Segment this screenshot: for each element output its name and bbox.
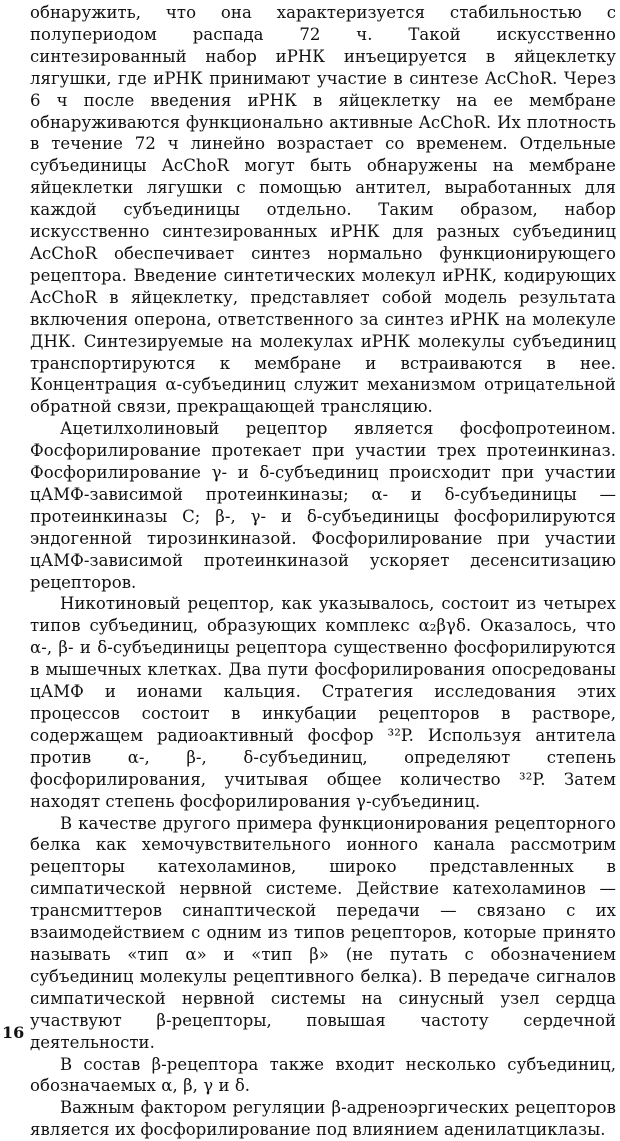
paragraph-1: обнаружить, что она характеризуется стабильностью с полупериодом распада 72 ч. Такой искусственно синтезированный набор иРНК инъецируется в яйцеклетку лягушки, где иРНК принимают участие в синтезе AcChoR. Через 6 ч после введения иРНК в яйцеклетку на ее мембране обнаруживаются функционально активные AcChoR. Их плотность в течение 72 ч линейно возрастает со временем. Отдельные субъединицы AcChoR могут быть обнаружены на мембране яйцеклетки лягушки с помощью антител, выработанных для каждой субъединицы отдельно. Таким образом, набор искусственно синтезированных иРНК для разных субъединиц AcChoR обеспечивает синтез нормально функционирующего рецептора. Введение синтетических молекул иРНК, кодирующих AcChoR в яйцеклетку, представляет собой модель результата включения оперона, ответственного за синтез иРНК на молекуле ДНК. Синтезируемые на молекулах иРНК молекулы субъединиц транспортируются к мембране и встраиваются в нее. Концентрация α-субъединиц служит механизмом отрицательной обратной связи, прекращающей трансляцию. — [30, 3, 616, 417]
paragraph-3: Никотиновый рецептор, как указывалось, состоит из четырех типов субъединиц, образующих комплекс α₂βγδ. Оказалось, что α-, β- и δ-субъединицы рецептора существенно фосфорилируются в мышечных клетках. Два пути фосфорилирования опосредованы цАМФ и ионами кальция. Стратегия исследования этих процессов состоит в инкубации рецепторов в растворе, содержащем радиоактивный фосфор ³²P. Используя антитела против α-, β-, δ-субъединиц, определяют степень фосфорилирования, учитывая общее количество ³²P. Затем находят степень фосфорилирования γ-субъединиц. — [30, 594, 616, 811]
paragraph-4: В качестве другого примера функционирования рецепторного белка как хемочувствительного ионного канала рассмотрим рецепторы катехоламинов, широко представленных в симпатической нервной системе. Действие катехоламинов — трансмиттеров синаптической передачи — связано с их взаимодействием с одним из типов рецепторов, которые принято называть «тип α» и «тип β» (не путать с обозначением субъединиц молекулы рецептивного белка). В передаче сигналов симпатической нервной системы на синусный узел сердца участвуют β-рецепторы, повышая частоту сердечной деятельности. — [30, 813, 616, 1052]
paragraph-2: Ацетилхолиновый рецептор является фосфопротеином. Фосфорилирование протекает при участии трех протеинкиназ. Фосфорилирование γ- и δ-субъединиц происходит при участии цАМФ-зависимой протеинкиназы; α- и δ-субъединицы — протеинкиназы С; β-, γ- и δ-субъединицы фосфорилируются эндогенной тирозинкиназой. Фосфорилирование при участии цАМФ-зависимой протеинкиназой ускоряет десенситизацию рецепторов. — [30, 419, 616, 592]
page-number: 16 — [2, 1023, 25, 1042]
body-text — [30, 2, 616, 1141]
paragraph-6: Важным фактором регуляции β-адреноэргических рецепторов является их фосфорилирование под влиянием аденилатциклазы. — [30, 1098, 616, 1140]
paragraph-5: В состав β-рецептора также входит несколько субъединиц, обозначаемых α, β, γ и δ. — [30, 1054, 616, 1096]
